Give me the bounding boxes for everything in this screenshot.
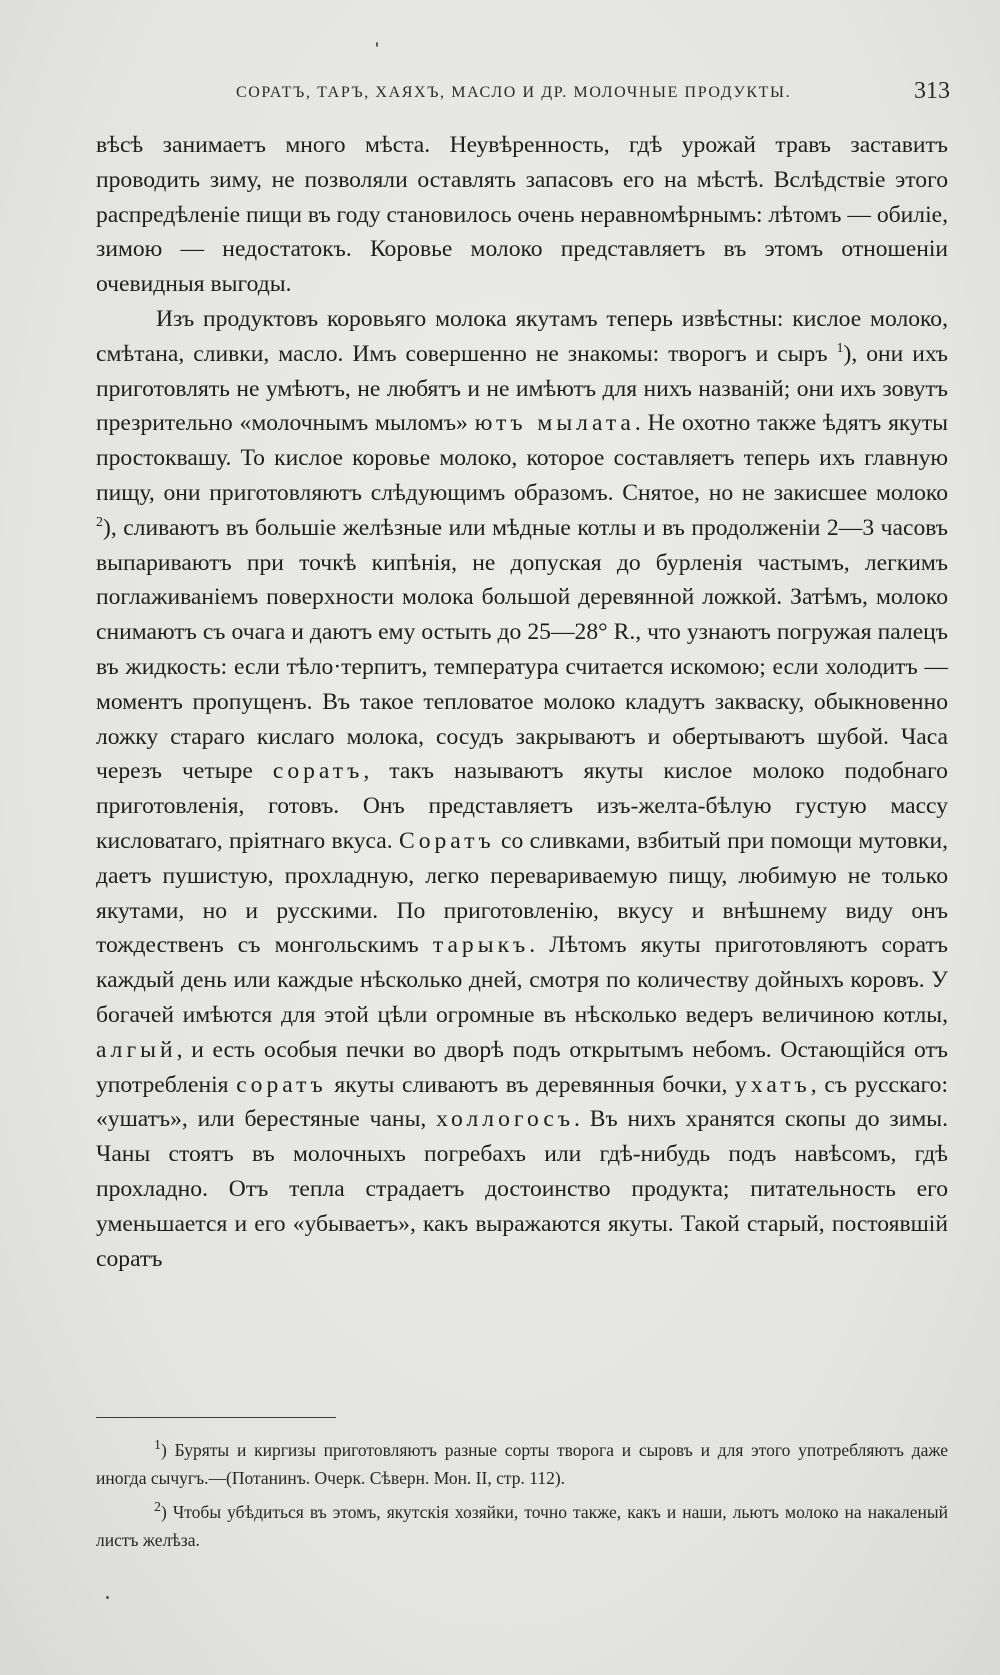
page-number: 313 [914,78,950,104]
spaced-term: ухатъ [735,1071,811,1098]
text-run: якуты сливаютъ въ деревянныя бочки, [326,1071,736,1098]
footnote-2 [96,1498,948,1554]
text-run: со сливками, взбитый при помощи мутовки, даетъ пушистую, прохладную, легко перевариваемую пищу, любимую не только якутами, но и русскими. По приготовленію, вкусу и внѣшнему виду онъ тождественъ съ монгольскимъ [96,827,948,959]
text-run: . Не охотно также ѣдятъ якуты простоквашу. То кислое коровье молоко, которое составляетъ теперь ихъ главную пищу, они приготовляютъ слѣдующимъ образомъ. Снятое, но не закисшее молоко [96,410,949,506]
footnote-text-2: ) Чтобы убѣдиться въ этомъ, якутскія хозяйки, точно также, какъ и наши, льютъ молоко на накаленый листъ желѣза. [96,1502,948,1550]
text-run: , съ русскаго: «ушатъ», или берестяные чаны, [96,1071,949,1133]
spaced-term: холлогосъ [436,1106,575,1133]
spaced-term: алгый [96,1036,177,1063]
footnote-marker-2: 2 [154,1500,161,1516]
footnote-1 [96,1436,948,1492]
paper-speck [106,1596,109,1599]
text-run: , такъ называютъ якуты кислое молоко подобнаго приготовленія, готовъ. Онъ представляетъ изъ-желта-бѣлую густую массу кисловатаго, пріятнаго вкуса. [96,758,948,854]
paragraph-2 [96,302,948,1276]
main-text [96,128,948,1276]
footnote-ref-2: 2 [96,514,103,530]
spaced-term: Соратъ [398,827,495,854]
paragraph-1: вѣсѣ занимаетъ много мѣста. Неувѣренность, гдѣ урожай травъ заставитъ проводить зиму, не позволяли оставлять запасовъ его на мѣстѣ. Вслѣдствіе этого распредѣленіе пищи въ году становилось очень неравномѣрнымъ: лѣтомъ — обиліе, зимою — недостатокъ. Коровье молоко представляетъ въ этомъ отношеніи очевидныя выгоды. [96,132,948,298]
spaced-term: ютъ мылата [474,410,635,437]
text-run: ), они ихъ приготовлять не умѣютъ, не любятъ и не имѣютъ для нихъ названій; они ихъ зовутъ презрительно «молочнымъ мыломъ» [96,340,948,437]
text-run: Изъ продуктовъ коровьяго молока якутамъ теперь извѣстны: кислое молоко, смѣтана, сливки, масло. Имъ совершенно не знакомы: творогъ и сыръ [96,305,948,367]
spaced-term: тарыкъ [432,932,530,959]
running-head: СОРАТЪ, ТАРЪ, ХАЯХЪ, МАСЛО И ДР. МОЛОЧНЫЕ ПРОДУКТЫ. [236,84,792,101]
footnote-marker-1: 1 [154,1438,161,1454]
footnote-divider [96,1417,336,1418]
footnote-text-1: ) Буряты и киргизы приготовляютъ разные сорты творога и сыровъ и для этого употребляютъ даже иногда сычугъ.—(Потанинъ. Очерк. Сѣверн. Мон. II, стр. 112). [96,1440,948,1488]
footnote-ref-1: 1 [836,340,844,356]
spaced-term: соратъ [272,758,364,785]
text-run: . Въ нихъ хранятся скопы до зимы. Чаны стоятъ въ молочныхъ погребахъ или гдѣ-нибудь подъ навѣсомъ, гдѣ прохладно. Отъ тепла страдаетъ достоинство продукта; питательность его уменьшается и его «убываетъ», какъ выражаются якуты. Такой старый, постоявшій соратъ [96,1106,949,1272]
text-run: . Лѣтомъ якуты приготовляютъ соратъ каждый день или каждые нѣсколько дней, смотря по количеству дойныхъ коровъ. У богачей имѣются для этой цѣли огромные въ нѣсколько ведеръ величиною котлы, [96,932,948,1028]
page-header [96,78,950,108]
text-run: , и есть особыя печки во дворѣ подъ открытымъ небомъ. Остающійся отъ употребленія [96,1036,948,1098]
footnotes [96,1436,948,1560]
text-run: ), сливаютъ въ большіе желѣзные или мѣдные котлы и въ продолженіи 2—3 часовъ выпариваютъ при точкѣ кипѣнія, не допуская до бурленія частымъ, легкимъ поглаживаніемъ поверхности молока большой деревянной ложкой. Затѣмъ, молоко снимаютъ съ очага и даютъ ему остыть до 25—28° R., что узнаютъ погружая палецъ въ жидкость: если тѣло·терпитъ, температура считается искомою; если холодитъ — моментъ пропущенъ. Въ такое тепловатое молоко кладутъ закваску, обыкновенно ложку стараго кислаго молока, сосудъ закрываютъ и обертываютъ шубой. Часа черезъ четыре [96,514,948,785]
paper-speck [376,42,378,47]
spaced-term: соратъ [236,1071,327,1098]
